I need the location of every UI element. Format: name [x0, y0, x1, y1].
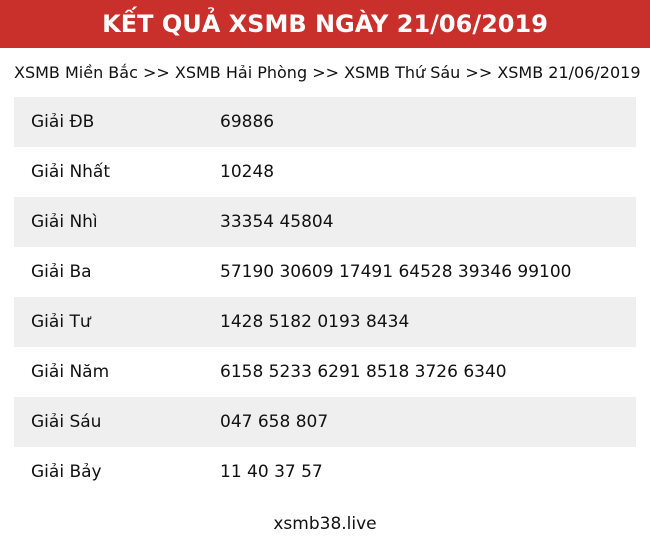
prize-label: Giải Năm — [31, 362, 110, 382]
prize-numbers: 57190 30609 17491 64528 39346 99100 — [220, 262, 572, 282]
result-row-giai-ba — [14, 247, 636, 297]
prize-label: Giải ĐB — [31, 112, 95, 132]
prize-numbers: 1428 5182 0193 8434 — [220, 312, 410, 332]
result-row-giai-nhat — [14, 147, 636, 197]
breadcrumb-item-hai-phong[interactable]: XSMB Hải Phòng — [174, 63, 308, 82]
prize-numbers: 33354 45804 — [220, 212, 334, 232]
result-row-giai-tu — [14, 297, 636, 347]
page-header — [0, 0, 650, 48]
prize-numbers: 69886 — [220, 112, 275, 132]
prize-label: Giải Nhất — [31, 162, 111, 182]
result-row-giai-bay — [14, 447, 636, 497]
prize-numbers: 6158 5233 6291 8518 3726 6340 — [220, 362, 507, 382]
prize-label: Giải Tư — [31, 312, 91, 332]
results-table — [14, 97, 636, 497]
breadcrumb-separator: >> — [137, 63, 175, 82]
prize-numbers: 10248 — [220, 162, 275, 182]
prize-label: Giải Ba — [31, 262, 92, 282]
page-footer — [0, 497, 650, 550]
prize-label: Giải Bảy — [31, 462, 102, 482]
site-link[interactable]: xsmb38.live — [273, 513, 377, 534]
prize-numbers: 047 658 807 — [220, 412, 329, 432]
breadcrumb-item-mien-bac[interactable]: XSMB Miền Bắc — [14, 63, 138, 82]
breadcrumb-item-date[interactable]: XSMB 21/06/2019 — [497, 63, 641, 82]
prize-numbers: 11 40 37 57 — [220, 462, 323, 482]
breadcrumb-separator: >> — [460, 63, 498, 82]
result-row-giai-nam — [14, 347, 636, 397]
result-row-giai-sau — [14, 397, 636, 447]
prize-label: Giải Sáu — [31, 412, 102, 432]
breadcrumb-separator: >> — [307, 63, 345, 82]
breadcrumb-item-thu-sau[interactable]: XSMB Thứ Sáu — [344, 63, 461, 82]
prize-label: Giải Nhì — [31, 212, 98, 232]
result-row-giai-nhi — [14, 197, 636, 247]
page-title: KẾT QUẢ XSMB NGÀY 21/06/2019 — [102, 10, 548, 38]
breadcrumb — [0, 48, 650, 97]
result-row-giai-db — [14, 97, 636, 147]
